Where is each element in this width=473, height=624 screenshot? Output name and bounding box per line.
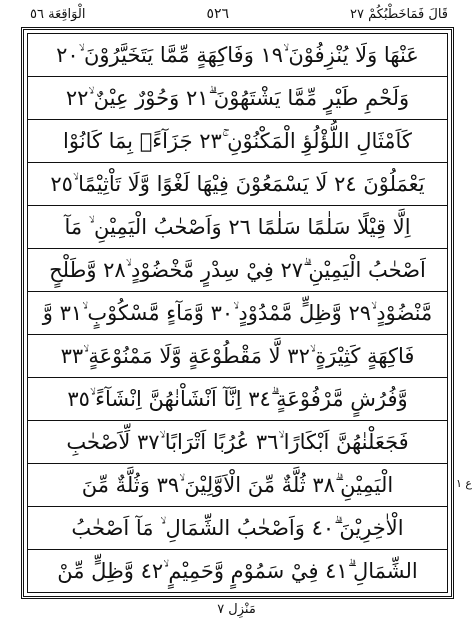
text-line xyxy=(28,34,447,77)
text-line xyxy=(28,550,447,592)
line-text: فَجَعَلْنٰهُنَّ اَبْكَارًا ۙ٣٦ عُرُبًا اَتْرَابًا ۙ٣٧ لِّاَصْحٰبِ xyxy=(66,429,409,454)
text-block xyxy=(27,33,448,593)
ruku-marker: ع ١ xyxy=(456,477,472,490)
line-text: اِلَّا قِيْلًا سَلٰمًا سَلٰمًا ٢٦ وَاَصْحٰبُ الْيَمِيْنِ ۙ مَآ xyxy=(64,214,411,239)
text-line xyxy=(28,77,447,120)
line-text: اَصْحٰبُ الْيَمِيْنِ ۗ٢٧ فِيْ سِدْرٍ مَّخْضُوْدٍ ۙ٢٨ وَّطَلْحٍ xyxy=(49,257,426,282)
line-text: مَّنْضُوْدٍ ۙ٢٩ وَّظِلٍّ مَّمْدُوْدٍ ۙ٣٠ وَّمَآءٍ مَّسْكُوْبٍ ۙ٣١ وَّ xyxy=(42,300,433,325)
line-text: يَعْمَلُوْنَ ٢٤ لَا يَسْمَعُوْنَ فِيْهَا لَغْوًا وَّلَا تَاْثِيْمًا ۙ٢٥ xyxy=(50,171,425,196)
line-text: فَاكِهَةٍ كَثِيْرَةٍ ۙ٣٢ لَّا مَقْطُوْعَةٍ وَّلَا مَمْنُوْعَةٍ ۙ٣٣ xyxy=(60,343,415,368)
line-text: وَّفُرُشٍ مَّرْفُوْعَةٍ ۗ٣٤ اِنَّآ اَنْشَاْنٰهُنَّ اِنْشَآءً ۙ٣٥ xyxy=(67,386,408,411)
surah-name-label: الْوَاقِعَة ٥٦ xyxy=(30,6,86,22)
page-header xyxy=(30,4,448,24)
text-line xyxy=(28,421,447,464)
line-text: عَنْهَا وَلَا يُنْزِفُوْنَ ۙ١٩ وَفَاكِهَةٍ مِّمَّا يَتَخَيَّرُوْنَ ۙ٢٠ xyxy=(56,42,419,67)
line-text: كَاَمْثَالِ اللُّؤْلُؤِ الْمَكْنُوْنِ ۚ٢٣ جَزَآءًۢ بِمَا كَانُوْا xyxy=(63,128,412,153)
text-line xyxy=(28,464,447,507)
page-number: ٥٢٦ xyxy=(206,6,230,22)
text-line xyxy=(28,249,447,292)
text-line xyxy=(28,206,447,249)
text-line xyxy=(28,335,447,378)
text-line xyxy=(28,378,447,421)
line-text: الْيَمِيْنِ ۗ٣٨ ثُلَّةٌ مِّنَ الْاَوَّلِيْنَ ۙ٣٩ وَثُلَّةٌ مِّنَ xyxy=(81,472,394,497)
line-text: وَلَحْمِ طَيْرٍ مِّمَّا يَشْتَهُوْنَ ۗ٢١ وَحُوْرٌ عِيْنٌ ۙ٢٢ xyxy=(65,85,410,110)
juz-name-label: قَالَ فَمَاخَطْبُكُمْ ٢٧ xyxy=(350,6,448,22)
page-border xyxy=(21,27,454,599)
text-line xyxy=(28,292,447,335)
manzil-footer: مَنْزِل ٧ xyxy=(217,602,256,617)
line-text: الشِّمَالِ ۗ٤١ فِيْ سَمُوْمٍ وَّحَمِيْمٍ ۙ٤٢ وَّظِلٍّ مِّنْ xyxy=(57,558,418,583)
text-line xyxy=(28,163,447,206)
line-text: الْاٰخِرِيْنَ ۗ٤٠ وَاَصْحٰبُ الشِّمَالِ ۙ مَآ اَصْحٰبُ xyxy=(71,515,404,540)
text-line xyxy=(28,120,447,163)
text-line xyxy=(28,507,447,550)
